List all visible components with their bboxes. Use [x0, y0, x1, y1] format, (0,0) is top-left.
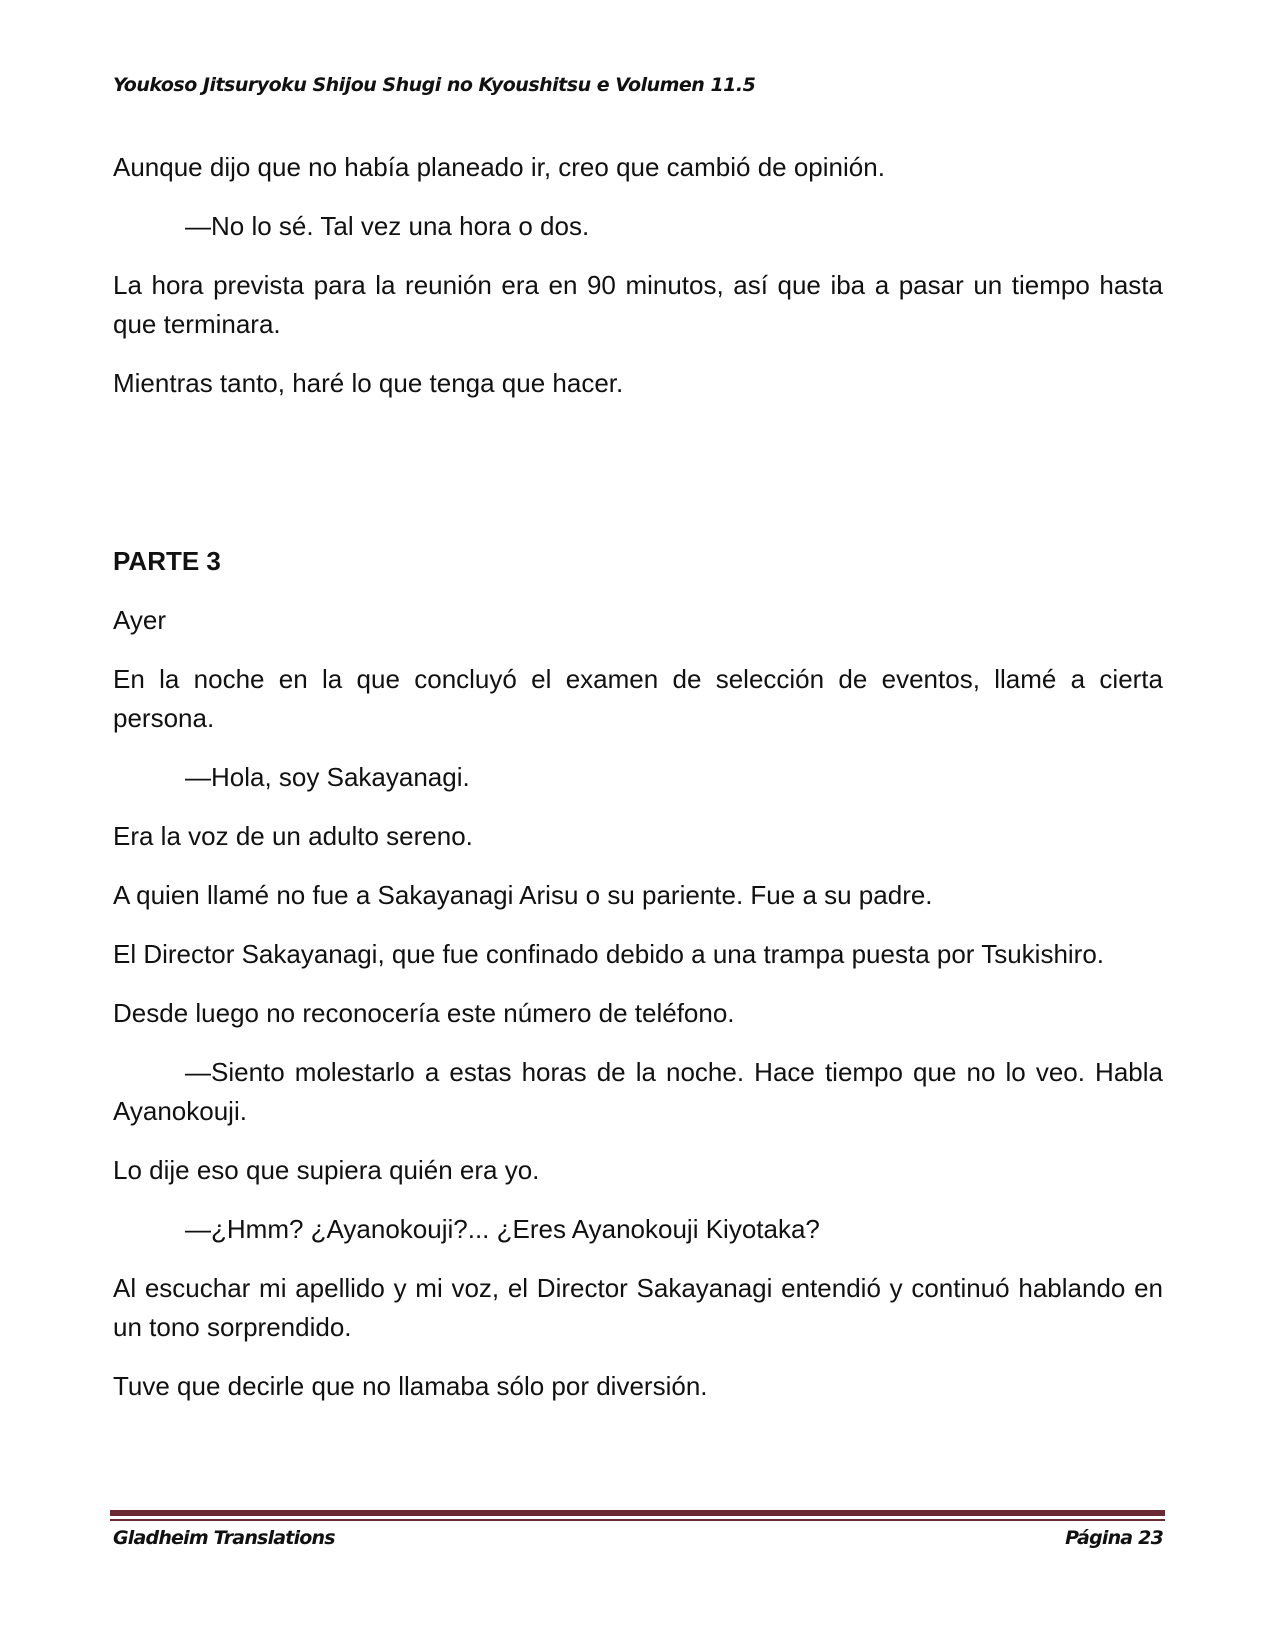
paragraph: A quien llamé no fue a Sakayanagi Arisu o su pariente. Fue a su padre. [113, 880, 933, 910]
paragraph: Desde luego no reconocería este número de teléfono. [113, 998, 735, 1028]
footer-rule-thin [110, 1519, 1165, 1521]
paragraphs-after [113, 601, 1163, 1406]
paragraph: Mientras tanto, haré lo que tenga que hacer. [113, 368, 624, 398]
paragraph: El Director Sakayanagi, que fue confinado debido a una trampa puesta por Tsukishiro. [113, 939, 1105, 969]
dialogue-line: —¿Hmm? ¿Ayanokouji?... ¿Eres Ayanokouji Kiyotaka? [185, 1214, 820, 1244]
dialogue-line: —No lo sé. Tal vez una hora o dos. [185, 211, 590, 241]
paragraph: La hora prevista para la reunión era en 90 minutos, así que iba a pasar un tiempo hasta que terminara. [113, 270, 1163, 339]
paragraph: Al escuchar mi apellido y mi voz, el Director Sakayanagi entendió y continuó hablando en un tono sorprendido. [113, 1273, 1163, 1342]
dialogue-line: —Siento molestarlo a estas horas de la noche. Hace tiempo que no lo veo. Habla Ayanokouji. [113, 1057, 1163, 1126]
paragraphs-before [113, 148, 1163, 403]
paragraph: Ayer [113, 605, 166, 635]
footer-translator: Gladheim Translations [113, 1527, 335, 1549]
paragraph: Lo dije eso que supiera quién era yo. [113, 1155, 540, 1185]
footer-page-number: Página 23 [1065, 1527, 1163, 1549]
dialogue-line: —Hola, soy Sakayanagi. [185, 762, 470, 792]
section-heading: PARTE 3 [113, 546, 221, 576]
paragraph: En la noche en la que concluyó el examen de selección de eventos, llamé a cierta persona. [113, 664, 1163, 733]
paragraph: Aunque dijo que no había planeado ir, creo que cambió de opinión. [113, 152, 885, 182]
running-header: Youkoso Jitsuryoku Shijou Shugi no Kyoushitsu e Volumen 11.5 [113, 74, 756, 96]
section-gap [113, 423, 1163, 542]
footer-rule-thick [110, 1510, 1165, 1516]
paragraph: Era la voz de un adulto sereno. [113, 821, 473, 851]
paragraph: Tuve que decirle que no llamaba sólo por diversión. [113, 1371, 708, 1401]
page-body [113, 148, 1163, 1426]
